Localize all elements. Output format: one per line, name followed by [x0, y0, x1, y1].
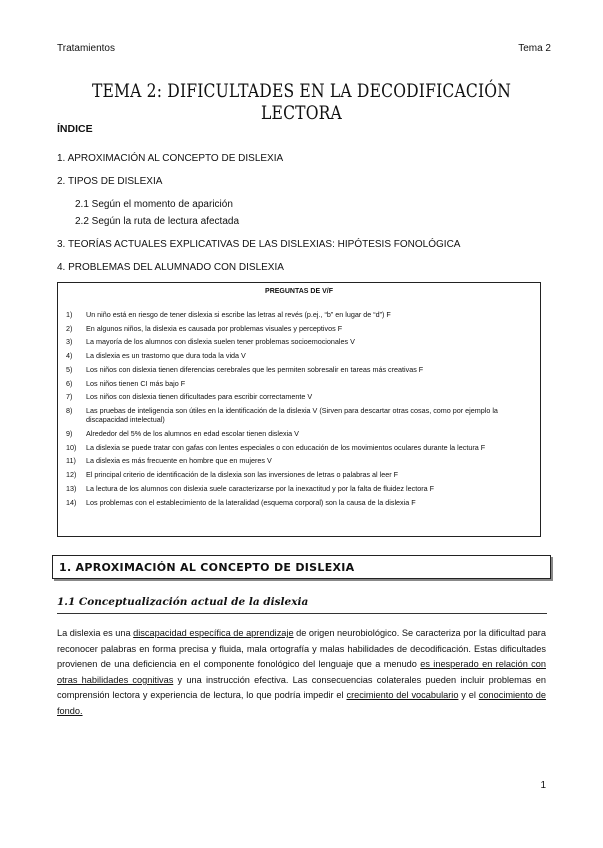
question-number: 14): [66, 497, 77, 507]
question-item: [66, 406, 536, 425]
toc-item-2: 2. TIPOS DE DISLEXIA: [57, 176, 163, 187]
question-text: La lectura de los alumnos con dislexia suele caracterizarse por la inexactitud y por la falta de fluidez lectora F: [86, 483, 434, 493]
question-number: 12): [66, 470, 77, 480]
paragraph-text: de origen neurobiológico. Se caracteriza por la dificultad para reconocer palabras en forma precisa y fluida, mala ortografía y malas habilidades de decodificación. Estas dificultades provienen de una deficiencia en el componente fonológico del lenguaje que a menudo: [57, 628, 546, 670]
question-text: Los niños con dislexia tienen dificultades para escribir correctamente V: [86, 392, 313, 402]
underlined-term: crecimiento del vocabulario: [346, 690, 459, 701]
underlined-term: es inesperado en relación con otras habilidades cognitivas: [57, 659, 546, 685]
question-text: Un niño está en riesgo de tener dislexia si escribe las letras al revés (p.ej., “b” en lugar de “d”) F: [86, 310, 391, 319]
question-text: Los problemas con el establecimiento de la lateralidad (esquema corporal) son la causa de la dislexia F: [86, 497, 416, 507]
question-text: Los niños con dislexia tienen diferencias cerebrales que les permiten sobresalir en tareas más creativas F: [86, 364, 424, 374]
question-number: 8): [66, 405, 73, 415]
document-title: TEMA 2: DIFICULTADES EN LA DECODIFICACIÓN LECTORA: [91, 80, 512, 124]
toc-item-4: 4. PROBLEMAS DEL ALUMNADO CON DISLEXIA: [57, 262, 284, 273]
toc-item-3: 3. TEORÍAS ACTUALES EXPLICATIVAS DE LAS DISLEXIAS: HIPÓTESIS FONOLÓGICA: [57, 239, 461, 250]
paragraph-text: y el: [458, 690, 479, 701]
underlined-term: conocimiento de fondo.: [57, 690, 547, 716]
question-item: [66, 456, 536, 465]
question-item: [66, 429, 536, 438]
questions-box: [57, 282, 541, 537]
question-item: [66, 443, 536, 452]
question-text: En algunos niños, la dislexia es causada por problemas visuales y perceptivos F: [86, 323, 343, 333]
question-item: [66, 337, 536, 346]
question-number: 5): [66, 364, 73, 374]
subsection-1-1-title: 1.1 Conceptualización actual de la dislexia: [57, 596, 309, 608]
question-item: [66, 365, 536, 374]
questions-list: [66, 310, 536, 511]
question-item: [66, 379, 536, 388]
question-number: 11): [66, 456, 76, 466]
question-number: 3): [66, 337, 73, 347]
question-number: 10): [66, 442, 77, 452]
underlined-term: discapacidad específica de aprendizaje: [133, 628, 294, 638]
header-left: Tratamientos: [57, 43, 115, 54]
question-number: 6): [66, 378, 73, 388]
question-item: [66, 392, 536, 401]
question-number: 7): [66, 392, 73, 402]
question-item: [66, 498, 536, 507]
question-text: Las pruebas de inteligencia son útiles en la identificación de la dislexia V (Sirven para descartar otras cosas, como por ejemplo la discapacidad intelectual): [86, 405, 498, 425]
questions-title: PREGUNTAS DE V/F: [265, 288, 333, 295]
question-item: [66, 484, 536, 493]
question-number: 9): [66, 429, 73, 439]
section-1-title: 1. APROXIMACIÓN AL CONCEPTO DE DISLEXIA: [59, 561, 355, 574]
paragraph-text: y una instrucción efectiva. Las consecuencias colaterales pueden incluir problemas en comprensión lectora y experiencia de lectura, lo que podría impedir el: [57, 674, 547, 701]
question-item: [66, 351, 536, 360]
body-paragraph: [57, 626, 546, 720]
question-text: El principal criterio de identificación de la dislexia son las inversiones de letras o palabras al leer F: [86, 470, 399, 480]
question-item: [66, 324, 536, 333]
header-right: Tema 2: [518, 43, 551, 54]
question-number: 1): [66, 310, 73, 319]
question-number: 13): [66, 483, 77, 493]
question-text: Alrededor del 5% de los alumnos en edad escolar tienen dislexia V: [86, 429, 299, 439]
question-item: [66, 310, 536, 319]
question-number: 2): [66, 323, 73, 333]
index-heading: ÍNDICE: [57, 123, 93, 135]
question-text: Los niños tienen CI más bajo F: [86, 378, 186, 388]
question-text: La dislexia se puede tratar con gafas con lentes especiales o con educación de los movimientos oculares durante la lectura F: [86, 442, 486, 452]
toc-item-1: 1. APROXIMACIÓN AL CONCEPTO DE DISLEXIA: [57, 153, 284, 164]
question-text: La dislexia es un trastorno que dura toda la vida V: [86, 351, 246, 361]
question-text: La dislexia es más frecuente en hombre que en mujeres V: [86, 456, 272, 466]
toc-item-2-1: 2.1 Según el momento de aparición: [75, 199, 233, 210]
page-number: 1: [540, 780, 546, 791]
section-1-box: [52, 555, 551, 579]
subsection-underline: [57, 613, 547, 614]
toc-item-2-2: 2.2 Según la ruta de lectura afectada: [75, 216, 240, 227]
question-text: La mayoría de los alumnos con dislexia suelen tener problemas socioemocionales V: [86, 337, 355, 347]
question-item: [66, 470, 536, 479]
paragraph-text: La dislexia es una: [57, 628, 134, 638]
question-number: 4): [66, 351, 73, 361]
